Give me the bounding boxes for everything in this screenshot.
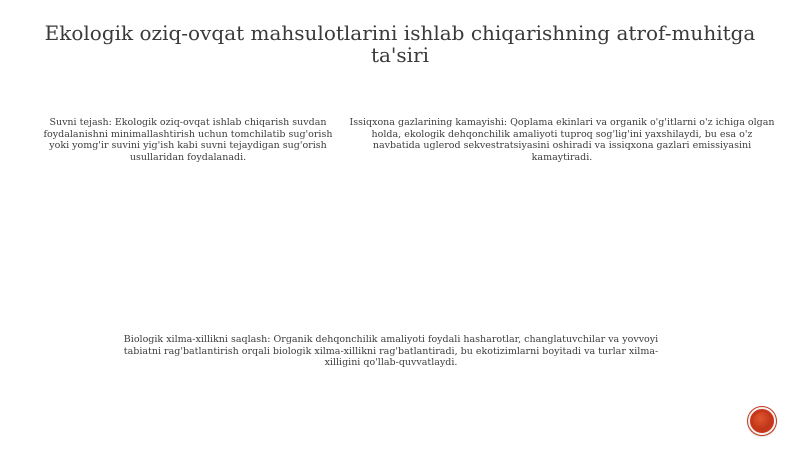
circle-button-icon <box>753 412 771 430</box>
paragraph-biodiversity: Biologik xilma-xillikni saqlash: Organik dehqonchilik amaliyoti foydali hasharotlar, changlatuvchilar va yovvoyi tabiatni rag'batlantirish orqali biologik xilma-xillikni rag'batlantiradi, bu ekotizimlarni boyitadi va turlar xilma-xilligini qo'llab-quvvatlaydi. <box>123 334 659 368</box>
slide-title: Ekologik oziq-ovqat mahsulotlarini ishlab chiqarishning atrof-muhitga ta'siri <box>44 21 756 67</box>
paragraph-greenhouse-gases: Issiqxona gazlarining kamayishi: Qoplama ekinlari va organik o'g'itlarni o'z ichiga olgan holda, ekologik dehqonchilik amaliyoti tuproq sog'lig'ini yaxshilaydi, bu esa o'z navbatida uglerod sekvestratsiyasini oshiradi va issiqxona gazlari emissiyasini kamaytiradi. <box>349 117 775 163</box>
paragraph-water-saving: Suvni tejash: Ekologik oziq-ovqat ishlab chiqarish suvdan foydalanishni minimallashtirish uchun tomchilatib sug'orish yoki yomg'ir suvini yig'ish kabi suvni tejaydigan sug'orish usullaridan foydalanadi. <box>43 117 333 163</box>
next-slide-button[interactable] <box>748 407 776 435</box>
